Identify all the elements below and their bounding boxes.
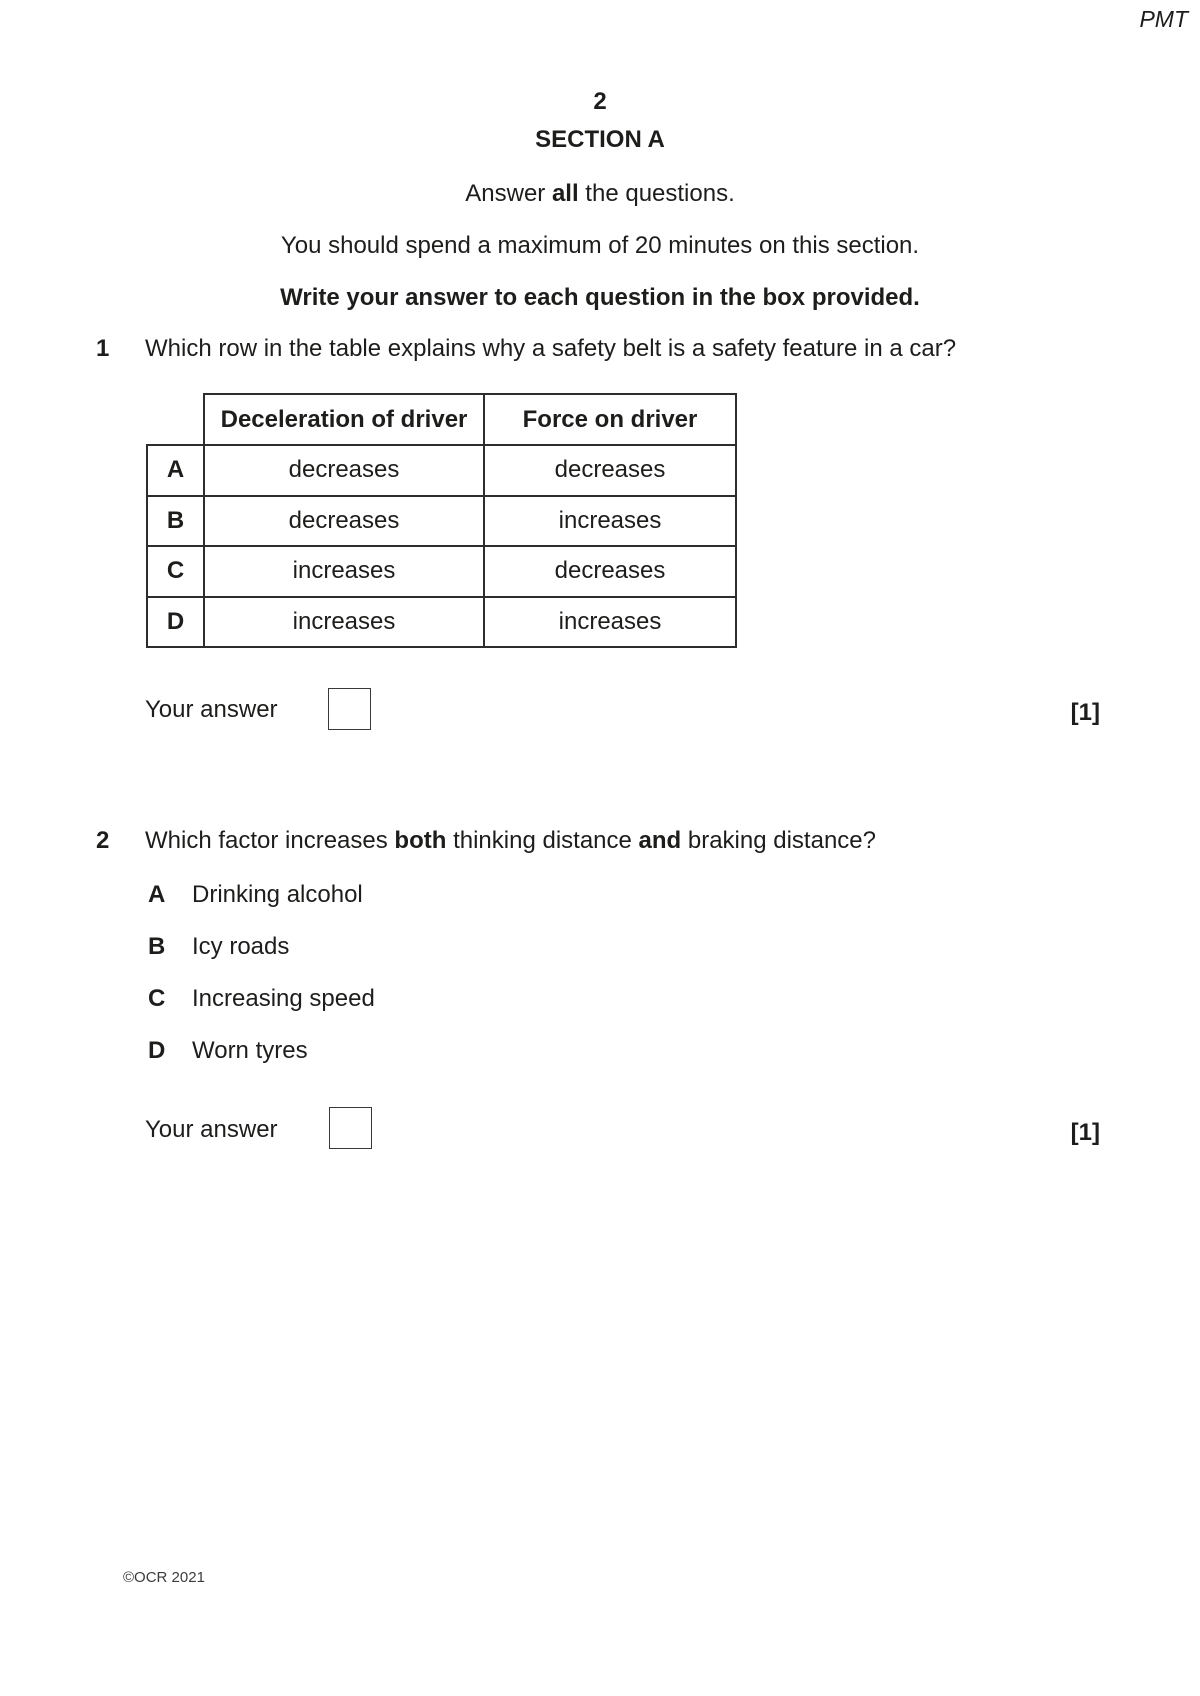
- instruction-write-answer: Write your answer to each question in the box provided.: [280, 284, 920, 311]
- cell-c-force: decreases: [484, 546, 736, 597]
- question1-text: Which row in the table explains why a safety belt is a safety feature in a car?: [145, 335, 957, 362]
- option-b-text: Icy roads: [192, 933, 290, 960]
- option-d-label: D: [148, 1037, 166, 1064]
- cell-a-force: decreases: [484, 445, 736, 496]
- q1-marks: [1]: [1070, 699, 1100, 726]
- row-label-c: C: [147, 546, 204, 597]
- instruction-text: Answer: [465, 180, 552, 207]
- question2-bold-and: and: [638, 827, 682, 854]
- option-a-text: Drinking alcohol: [192, 881, 363, 908]
- option-a-label: A: [148, 881, 166, 908]
- table-row: [147, 496, 736, 547]
- cell-b-deceleration: decreases: [204, 496, 484, 547]
- instruction-text: the questions.: [578, 180, 735, 207]
- option-c-text: Increasing speed: [192, 985, 375, 1012]
- table-header-row: [147, 394, 736, 445]
- table-corner-spacer: [147, 394, 204, 445]
- question2-text: [145, 827, 876, 855]
- q2-your-answer-label: Your answer: [145, 1116, 278, 1143]
- section-title: SECTION A: [535, 126, 665, 153]
- question2-number: 2: [96, 827, 110, 854]
- q2-answer-box[interactable]: [329, 1107, 372, 1149]
- row-label-b: B: [147, 496, 204, 547]
- copyright-notice: ©OCR 2021: [123, 1569, 205, 1586]
- question2-bold-both: both: [394, 827, 447, 854]
- table-header-force: Force on driver: [484, 394, 736, 445]
- q1-answer-box[interactable]: [328, 688, 371, 730]
- instruction-time-limit: You should spend a maximum of 20 minutes on this section.: [280, 232, 920, 259]
- cell-d-force: increases: [484, 597, 736, 648]
- question1-table: [146, 393, 737, 648]
- instruction-bold-all: all: [551, 180, 579, 207]
- pmt-watermark: PMT: [1139, 6, 1188, 32]
- question2-text-part: thinking distance: [446, 827, 639, 854]
- table-row: [147, 597, 736, 648]
- table-row: [147, 546, 736, 597]
- instruction-answer-all: [0, 180, 1200, 208]
- question2-text-part: Which factor increases: [145, 827, 395, 854]
- cell-c-deceleration: increases: [204, 546, 484, 597]
- q2-marks: [1]: [1070, 1119, 1100, 1146]
- question1-number: 1: [96, 335, 110, 362]
- table-row: [147, 445, 736, 496]
- q1-your-answer-label: Your answer: [145, 696, 278, 723]
- question2-text-part: braking distance?: [681, 827, 876, 854]
- cell-a-deceleration: decreases: [204, 445, 484, 496]
- cell-b-force: increases: [484, 496, 736, 547]
- page-number: 2: [593, 88, 607, 115]
- cell-d-deceleration: increases: [204, 597, 484, 648]
- option-c-label: C: [148, 985, 166, 1012]
- option-b-label: B: [148, 933, 166, 960]
- row-label-d: D: [147, 597, 204, 648]
- option-d-text: Worn tyres: [192, 1037, 308, 1064]
- row-label-a: A: [147, 445, 204, 496]
- table-header-deceleration: Deceleration of driver: [204, 394, 484, 445]
